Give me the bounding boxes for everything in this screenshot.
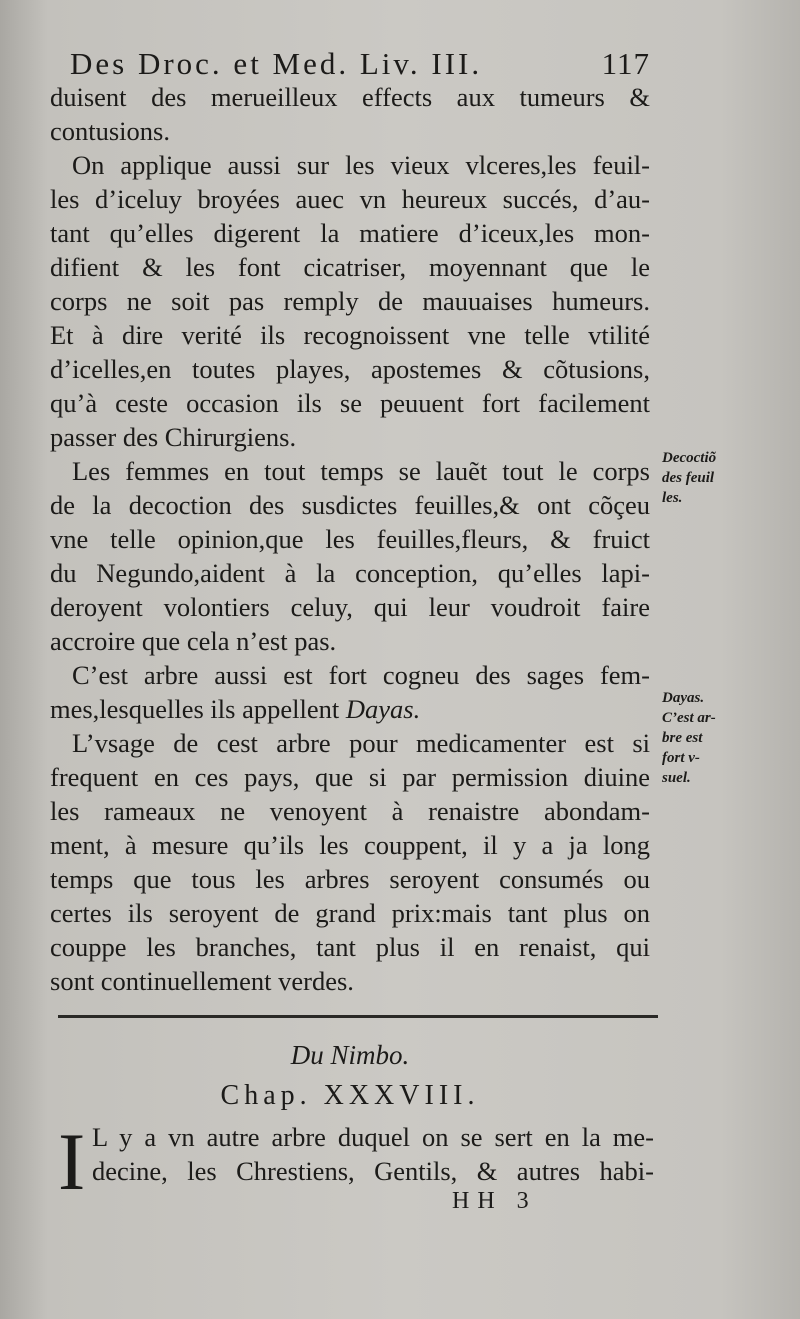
margin-note-line: suel. bbox=[662, 770, 691, 786]
chapter-heading: Chap. XXXVIII. bbox=[220, 1080, 480, 1111]
text-line: accroire que cela n’est pas. bbox=[50, 626, 337, 656]
margin-note-decoction bbox=[662, 448, 716, 508]
text-line: ment, à mesure qu’ils les couppent, il y a ja long bbox=[50, 830, 650, 860]
margin-note-line: fort v- bbox=[662, 750, 700, 766]
margin-note-line: bre est bbox=[662, 730, 703, 746]
drop-cap: I bbox=[58, 1116, 86, 1207]
text-line: les d’iceluy broyées auec vn heureux succés, d’au- bbox=[50, 184, 650, 214]
text-line: tant qu’elles digerent la matiere d’iceux,les mon- bbox=[50, 218, 650, 248]
text-line: On applique aussi sur les vieux vlceres,les feuil- bbox=[72, 150, 650, 180]
text-line: L y a vn autre arbre duquel on se sert en la me- bbox=[92, 1122, 654, 1152]
margin-note-dayas bbox=[662, 688, 716, 788]
text-line: passer des Chirurgiens. bbox=[50, 422, 297, 452]
text-line: temps que tous les arbres seroyent consumés ou bbox=[50, 864, 650, 894]
dayas-term: Dayas. bbox=[345, 694, 421, 724]
text-line: de la decoction des susdictes feuilles,& ont cõçeu bbox=[50, 490, 650, 520]
text-line: duisent des merueilleux effects aux tumeurs & bbox=[50, 82, 650, 112]
text-line: Et à dire verité ils recognoissent vne telle vtilité bbox=[50, 320, 650, 350]
margin-note-line: Dayas. bbox=[662, 690, 705, 706]
text-line: sont continuellement verdes. bbox=[50, 966, 354, 996]
margin-note-line: C’est ar- bbox=[662, 710, 716, 726]
running-title: Des Droc. et Med. Liv. III. bbox=[70, 46, 483, 81]
body-text bbox=[50, 80, 650, 998]
text-line: frequent en ces pays, que si par permission diuine bbox=[50, 762, 650, 792]
text-line: les rameaux ne venoyent à renaistre abondam- bbox=[50, 796, 650, 826]
text-line: certes ils seroyent de grand prix:mais tant plus on bbox=[50, 898, 650, 928]
text-line-start: mes,lesquelles ils appellent bbox=[50, 694, 340, 724]
text-line: decine, les Chrestiens, Gentils, & autres habi- bbox=[92, 1156, 654, 1186]
margin-note-line: les. bbox=[662, 490, 683, 506]
section-divider bbox=[58, 1015, 658, 1018]
text-line: vne telle opinion,que les feuilles,fleurs, & fruict bbox=[50, 524, 650, 554]
text-line: L’vsage de cest arbre pour medicamenter est si bbox=[72, 728, 650, 758]
text-line: C’est arbre aussi est fort cogneu des sages fem- bbox=[72, 660, 650, 690]
text-line: deroyent volontiers celuy, qui leur voudroit faire bbox=[50, 592, 650, 622]
text-line: d’icelles,en toutes playes, apostemes & cõtusions, bbox=[50, 354, 650, 384]
page-number: 117 bbox=[601, 46, 650, 81]
signature-mark: HH 3 bbox=[452, 1188, 537, 1214]
text-line: contusions. bbox=[50, 116, 170, 146]
margin-note-line: des feuil bbox=[662, 470, 715, 486]
text-line: difient & les font cicatriser, moyennant que le bbox=[50, 252, 650, 282]
margin-note-line: Decoctiõ bbox=[662, 450, 717, 466]
text-line: du Negundo,aident à la conception, qu’elles lapi- bbox=[50, 558, 650, 588]
chapter-text bbox=[92, 1120, 654, 1188]
text-line: couppe les branches, tant plus il en renaist, qui bbox=[50, 932, 650, 962]
text-line: corps ne soit pas remply de mauuaises humeurs. bbox=[50, 286, 650, 316]
text-line: Les femmes en tout temps se lauẽt tout le corps bbox=[72, 456, 650, 486]
text-line: qu’à ceste occasion ils se peuuent fort facilement bbox=[50, 388, 650, 418]
section-title: Du Nimbo. bbox=[290, 1040, 410, 1070]
text-line bbox=[50, 692, 650, 726]
